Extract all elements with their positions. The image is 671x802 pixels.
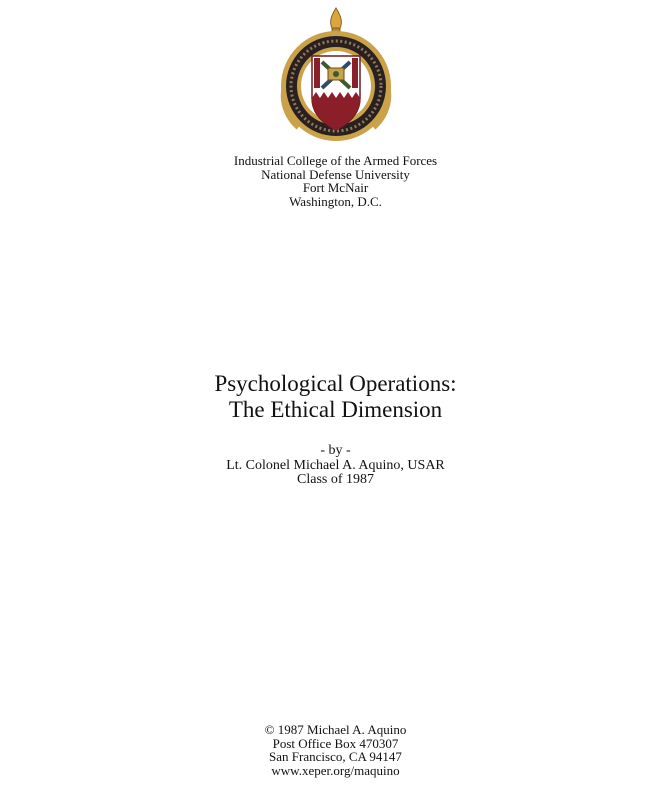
byline-class: Class of 1987 [297, 472, 374, 487]
institution-university: National Defense University [261, 166, 410, 182]
document-title [0, 371, 671, 423]
college-seal-emblem-icon [276, 6, 396, 148]
footer-copyright: © 1987 Michael A. Aquino [264, 722, 407, 737]
byline-block [0, 444, 671, 488]
institution-location: Fort McNair [302, 180, 369, 195]
byline-author: Lt. Colonel Michael A. Aquino, USAR [226, 457, 445, 473]
institution-block [0, 154, 671, 208]
title-line-1: Psychological Operations: [214, 371, 457, 396]
title-line-2: The Ethical Dimension [228, 397, 443, 422]
institution-college: Industrial College of the Armed Forces [233, 153, 438, 168]
footer-city: San Francisco, CA 94147 [269, 749, 402, 764]
footer-contact-block [0, 723, 671, 777]
footer-po-box: Post Office Box 470307 [272, 735, 399, 751]
institution-city: Washington, D.C. [289, 193, 382, 209]
footer-website: www.xeper.org/maquino [271, 762, 400, 778]
byline-by: - by - [320, 443, 351, 458]
